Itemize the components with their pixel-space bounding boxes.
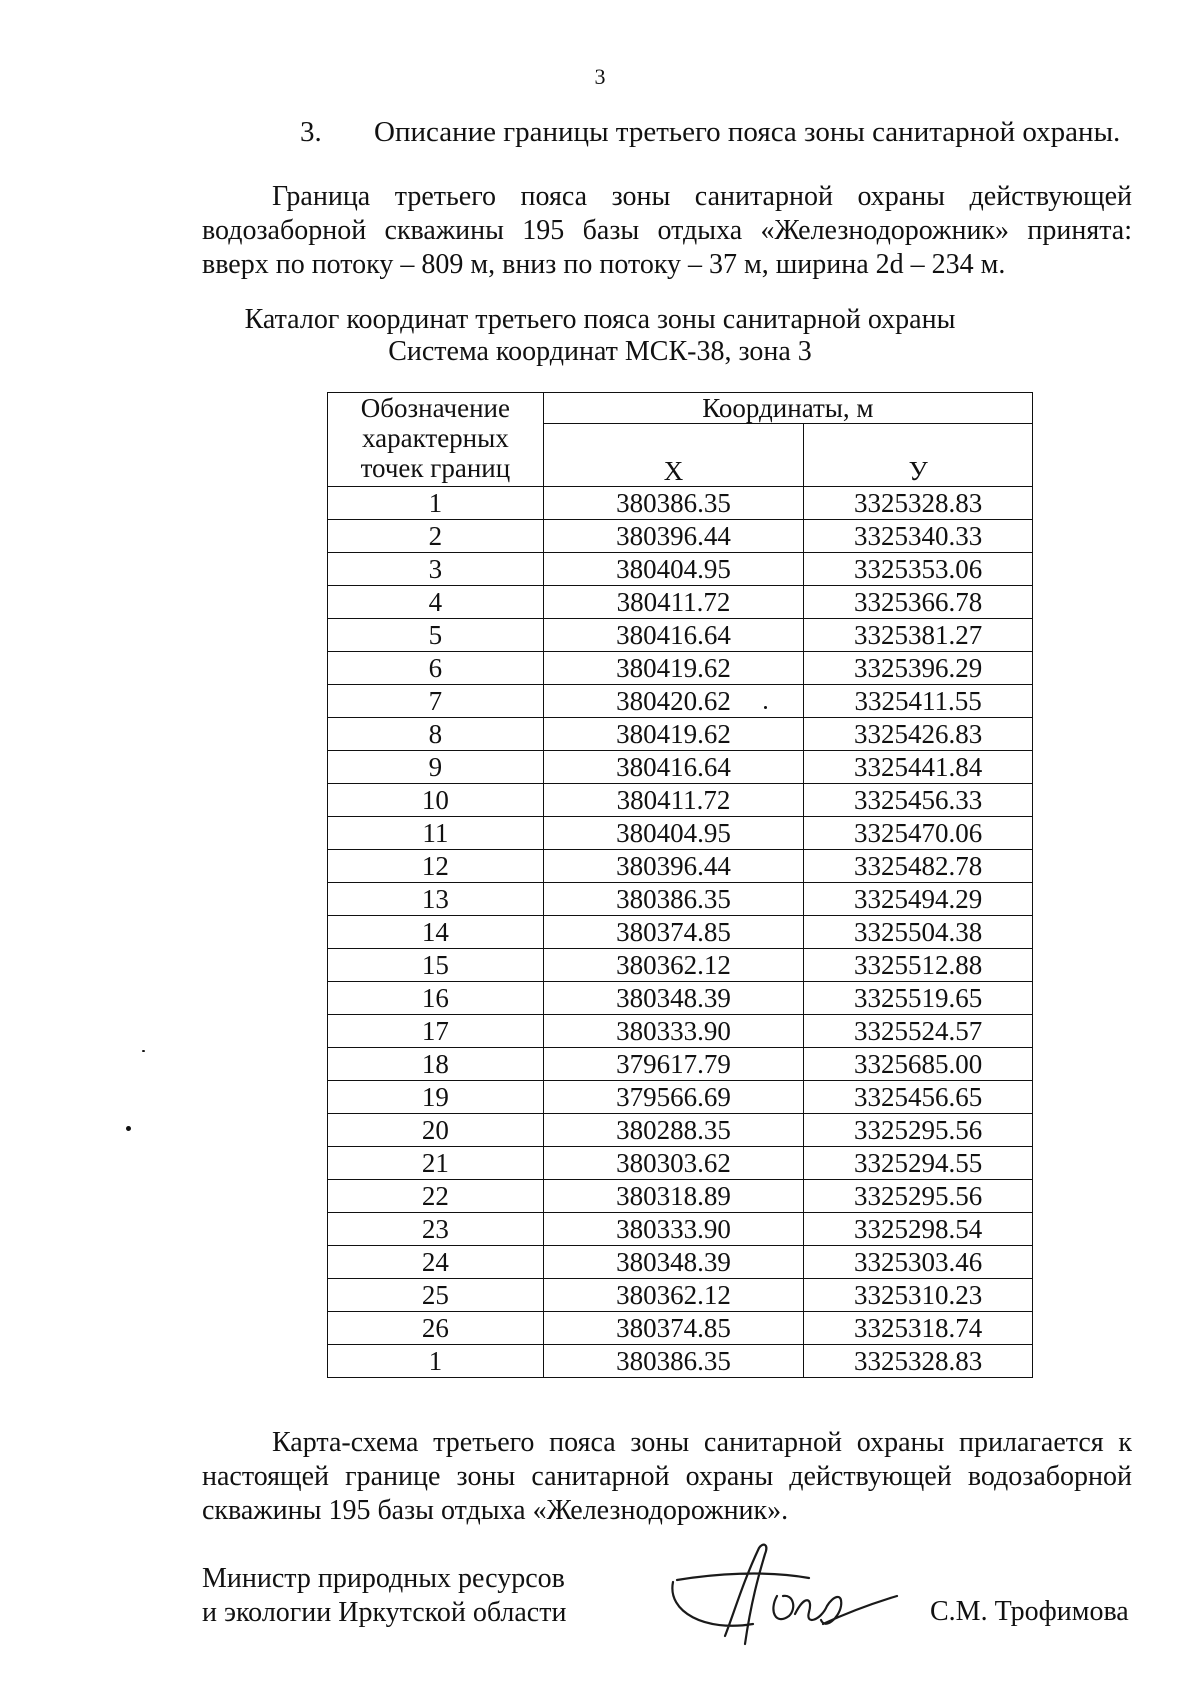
cell-x: 380374.85 (543, 1312, 804, 1345)
cell-point-number: 6 (328, 652, 544, 685)
cell-x: 380396.44 (543, 520, 804, 553)
cell-point-number: 21 (328, 1147, 544, 1180)
table-row (328, 520, 1033, 553)
table-row (328, 586, 1033, 619)
cell-y: 3325328.83 (804, 1345, 1033, 1378)
scan-speck (142, 1050, 145, 1052)
cell-y: 3325524.57 (804, 1015, 1033, 1048)
cell-y: 3325295.56 (804, 1114, 1033, 1147)
cell-x: 380362.12 (543, 949, 804, 982)
cell-y: 3325504.38 (804, 916, 1033, 949)
cell-x: 380348.39 (543, 1246, 804, 1279)
cell-y: 3325353.06 (804, 553, 1033, 586)
cell-x: 380288.35 (543, 1114, 804, 1147)
cell-y: 3325396.29 (804, 652, 1033, 685)
table-body (328, 487, 1033, 1378)
table-row (328, 553, 1033, 586)
cell-x: 380404.95 (543, 553, 804, 586)
table-row (328, 1312, 1033, 1345)
cell-point-number: 1 (328, 1345, 544, 1378)
cell-point-number: 1 (328, 487, 544, 520)
signatory-name: С.М. Трофимова (930, 1596, 1129, 1627)
table-row (328, 751, 1033, 784)
page-number: 3 (594, 64, 606, 89)
cell-y: 3325470.06 (804, 817, 1033, 850)
cell-point-number: 24 (328, 1246, 544, 1279)
header-coordinates: Координаты, м (543, 393, 1032, 424)
cell-y: 3325294.55 (804, 1147, 1033, 1180)
cell-y: 3325411.55 (804, 685, 1033, 718)
cell-point-number: 7 (328, 685, 544, 718)
cell-y: 3325298.54 (804, 1213, 1033, 1246)
cell-x: 380419.62 (543, 718, 804, 751)
table-row (328, 1114, 1033, 1147)
cell-y: 3325441.84 (804, 751, 1033, 784)
scan-speck (764, 706, 767, 709)
table-row (328, 619, 1033, 652)
cell-y: 3325340.33 (804, 520, 1033, 553)
table-row (328, 817, 1033, 850)
cell-x: 380416.64 (543, 619, 804, 652)
cell-y: 3325482.78 (804, 850, 1033, 883)
signatory-title (202, 1562, 566, 1630)
cell-y: 3325494.29 (804, 883, 1033, 916)
cell-y: 3325295.56 (804, 1180, 1033, 1213)
cell-point-number: 23 (328, 1213, 544, 1246)
table-row (328, 1279, 1033, 1312)
table-row (328, 1048, 1033, 1081)
cell-point-number: 15 (328, 949, 544, 982)
signatory-title-line2: и экологии Иркутской области (202, 1597, 567, 1628)
cell-x: 380362.12 (543, 1279, 804, 1312)
cell-x: 380374.85 (543, 916, 804, 949)
cell-x: 380318.89 (543, 1180, 804, 1213)
cell-point-number: 10 (328, 784, 544, 817)
handwritten-signature (665, 1540, 905, 1670)
cell-point-number: 26 (328, 1312, 544, 1345)
table-row (328, 718, 1033, 751)
cell-point-number: 25 (328, 1279, 544, 1312)
cell-x: 380404.95 (543, 817, 804, 850)
section-heading (300, 116, 1120, 149)
table-row (328, 1180, 1033, 1213)
cell-x: 380416.64 (543, 751, 804, 784)
cell-x: 379617.79 (543, 1048, 804, 1081)
table-row (328, 487, 1033, 520)
catalog-title: Каталог координат третьего пояса зоны санитарной охраны (244, 304, 956, 335)
table-row (328, 883, 1033, 916)
coordinate-system: Система координат МСК-38, зона 3 (388, 336, 812, 367)
intro-paragraph: Граница третьего пояса зоны санитарной охраны действующей водозаборной скважины 195 базы отдыха «Железнодорожник» принята: вверх по потоку – 809 м, вниз по потоку – 37 м, ширина 2d – 234 м. (202, 181, 1132, 280)
closing-paragraph: Карта-схема третьего пояса зоны санитарной охраны прилагается к настоящей границе зоны санитарной охраны действующей водозаборной скважины 195 базы отдыха «Железнодорожник». (202, 1427, 1132, 1526)
cell-point-number: 22 (328, 1180, 544, 1213)
cell-point-number: 11 (328, 817, 544, 850)
cell-point-number: 8 (328, 718, 544, 751)
cell-point-number: 9 (328, 751, 544, 784)
table-row (328, 949, 1033, 982)
header-x: Х (543, 424, 804, 487)
cell-y: 3325512.88 (804, 949, 1033, 982)
header-y: У (804, 424, 1033, 487)
cell-x: 379566.69 (543, 1081, 804, 1114)
table-row (328, 1081, 1033, 1114)
cell-y: 3325519.65 (804, 982, 1033, 1015)
table-row (328, 652, 1033, 685)
cell-y: 3325366.78 (804, 586, 1033, 619)
cell-point-number: 2 (328, 520, 544, 553)
cell-x: 380386.35 (543, 487, 804, 520)
cell-y: 3325318.74 (804, 1312, 1033, 1345)
cell-point-number: 17 (328, 1015, 544, 1048)
cell-x: 380333.90 (543, 1213, 804, 1246)
cell-x: 380419.62 (543, 652, 804, 685)
cell-x: 380348.39 (543, 982, 804, 1015)
cell-y: 3325456.33 (804, 784, 1033, 817)
table-row (328, 1015, 1033, 1048)
cell-x: 380386.35 (543, 883, 804, 916)
cell-x: 380333.90 (543, 1015, 804, 1048)
cell-y: 3325685.00 (804, 1048, 1033, 1081)
table-row (328, 850, 1033, 883)
table-row (328, 1213, 1033, 1246)
cell-point-number: 4 (328, 586, 544, 619)
cell-y: 3325303.46 (804, 1246, 1033, 1279)
cell-y: 3325456.65 (804, 1081, 1033, 1114)
section-title: Описание границы третьего пояса зоны санитарной охраны. (374, 116, 1121, 148)
cell-x: 380386.35 (543, 1345, 804, 1378)
cell-point-number: 5 (328, 619, 544, 652)
signatory-title-line1: Министр природных ресурсов (202, 1563, 565, 1594)
cell-x: 380411.72 (543, 586, 804, 619)
table-row (328, 1147, 1033, 1180)
cell-point-number: 20 (328, 1114, 544, 1147)
scan-speck (126, 1126, 131, 1131)
cell-point-number: 12 (328, 850, 544, 883)
cell-point-number: 18 (328, 1048, 544, 1081)
cell-point-number: 16 (328, 982, 544, 1015)
cell-point-number: 3 (328, 553, 544, 586)
header-point-designation: Обозначение характерных точек границ (328, 393, 544, 487)
section-number: 3. (300, 116, 322, 148)
cell-x: 380303.62 (543, 1147, 804, 1180)
cell-point-number: 14 (328, 916, 544, 949)
table-row (328, 916, 1033, 949)
coordinates-table (327, 392, 1033, 1378)
cell-y: 3325328.83 (804, 487, 1033, 520)
cell-y: 3325381.27 (804, 619, 1033, 652)
cell-y: 3325310.23 (804, 1279, 1033, 1312)
table-row (328, 784, 1033, 817)
cell-x: 380396.44 (543, 850, 804, 883)
table-row (328, 982, 1033, 1015)
table-row (328, 685, 1033, 718)
cell-y: 3325426.83 (804, 718, 1033, 751)
cell-x: 380411.72 (543, 784, 804, 817)
catalog-caption (0, 304, 1200, 368)
cell-point-number: 19 (328, 1081, 544, 1114)
cell-x: 380420.62 (543, 685, 804, 718)
table-row (328, 1246, 1033, 1279)
cell-point-number: 13 (328, 883, 544, 916)
table-row (328, 1345, 1033, 1378)
